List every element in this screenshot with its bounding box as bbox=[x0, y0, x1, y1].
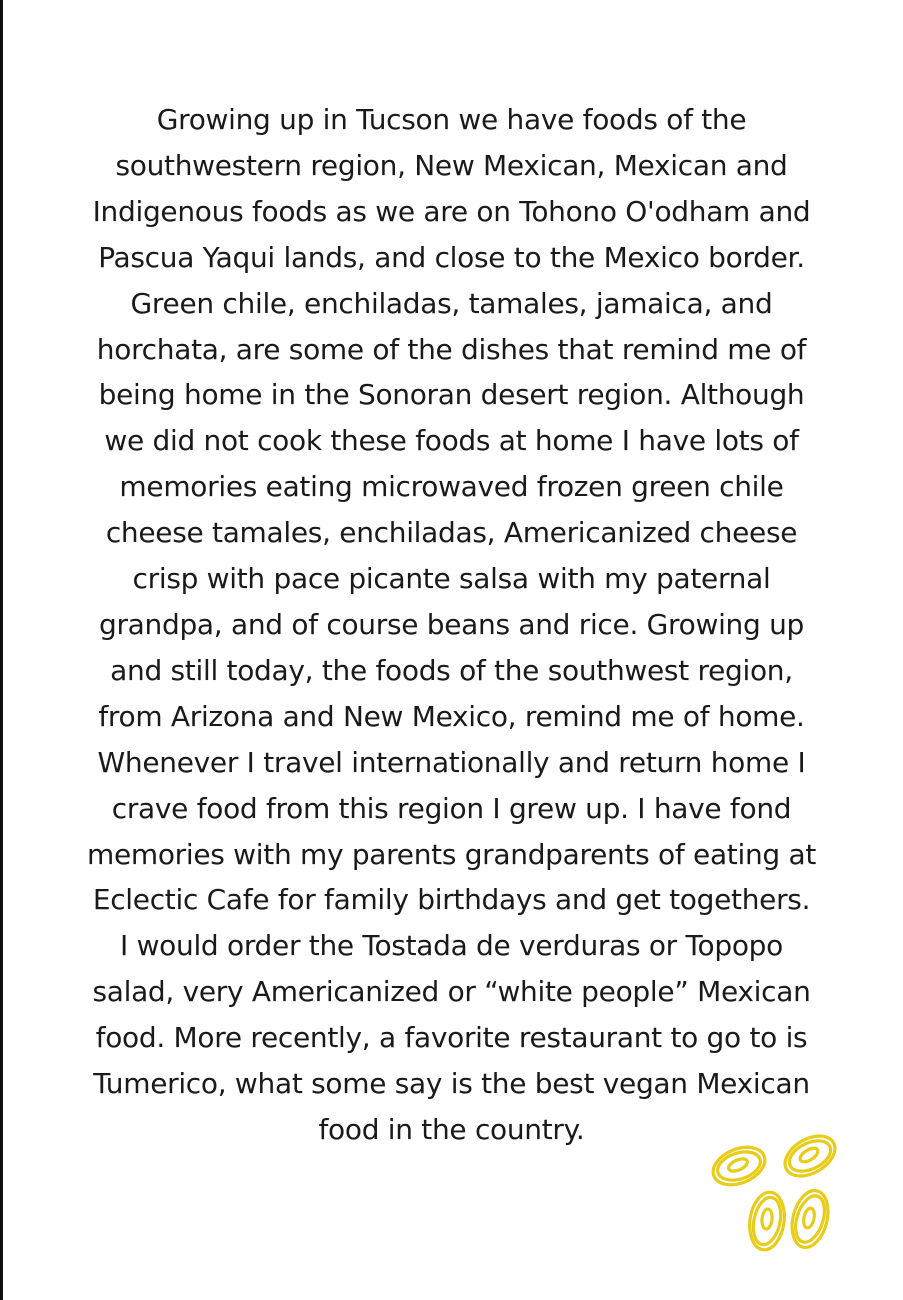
paragraph-line: being home in the Sonoran desert region. Although bbox=[98, 378, 805, 412]
page-left-border bbox=[0, 0, 3, 1300]
paragraph-line: Green chile, enchiladas, tamales, jamaica, and bbox=[130, 286, 773, 320]
paragraph-line: food. More recently, a favorite restaurant to go to is bbox=[95, 1021, 808, 1055]
paragraph-line: salad, very Americanized or “white people” Mexican bbox=[92, 975, 811, 1009]
paragraph-line: Indigenous foods as we are on Tohono O'odham and bbox=[92, 194, 811, 228]
bean-icon bbox=[778, 1128, 842, 1184]
paragraph-line: cheese tamales, enchiladas, Americanized cheese bbox=[105, 516, 798, 550]
paragraph-line: Eclectic Cafe for family birthdays and get togethers. bbox=[92, 883, 811, 917]
paragraph-line: we did not cook these foods at home I have lots of bbox=[104, 424, 799, 458]
paragraph-line: southwestern region, New Mexican, Mexican and bbox=[115, 148, 788, 182]
paragraph-line: and still today, the foods of the southwest region, bbox=[110, 653, 793, 687]
paragraph-line: memories with my parents grandparents of eating at bbox=[86, 837, 817, 871]
paragraph-line: grandpa, and of course beans and rice. Growing up bbox=[99, 607, 804, 641]
paragraph-line: Growing up in Tucson we have foods of the bbox=[156, 103, 747, 136]
paragraph-line: I would order the Tostada de verduras or Topopo bbox=[120, 929, 783, 963]
paragraph-line: Whenever I travel internationally and return home I bbox=[97, 745, 806, 779]
body-paragraph bbox=[40, 97, 863, 1153]
paragraph-line: crisp with pace picante salsa with my paternal bbox=[132, 562, 771, 596]
paragraph-line: horchata, are some of the dishes that remind me of bbox=[96, 332, 807, 366]
bean-icon bbox=[746, 1190, 788, 1252]
paragraph-line: Pascua Yaqui lands, and close to the Mexico border. bbox=[98, 240, 805, 274]
paragraph-line: from Arizona and New Mexico, remind me of home. bbox=[98, 699, 805, 733]
beans-doodle-icon bbox=[706, 1126, 846, 1256]
paragraph-line: crave food from this region I grew up. I have fond bbox=[111, 791, 792, 825]
paragraph-line: Tumerico, what some say is the best vegan Mexican bbox=[93, 1067, 810, 1101]
paragraph-line: memories eating microwaved frozen green chile bbox=[119, 470, 784, 504]
bean-icon bbox=[786, 1187, 833, 1252]
bean-icon bbox=[708, 1140, 771, 1192]
paragraph-line: food in the country. bbox=[318, 1112, 585, 1146]
